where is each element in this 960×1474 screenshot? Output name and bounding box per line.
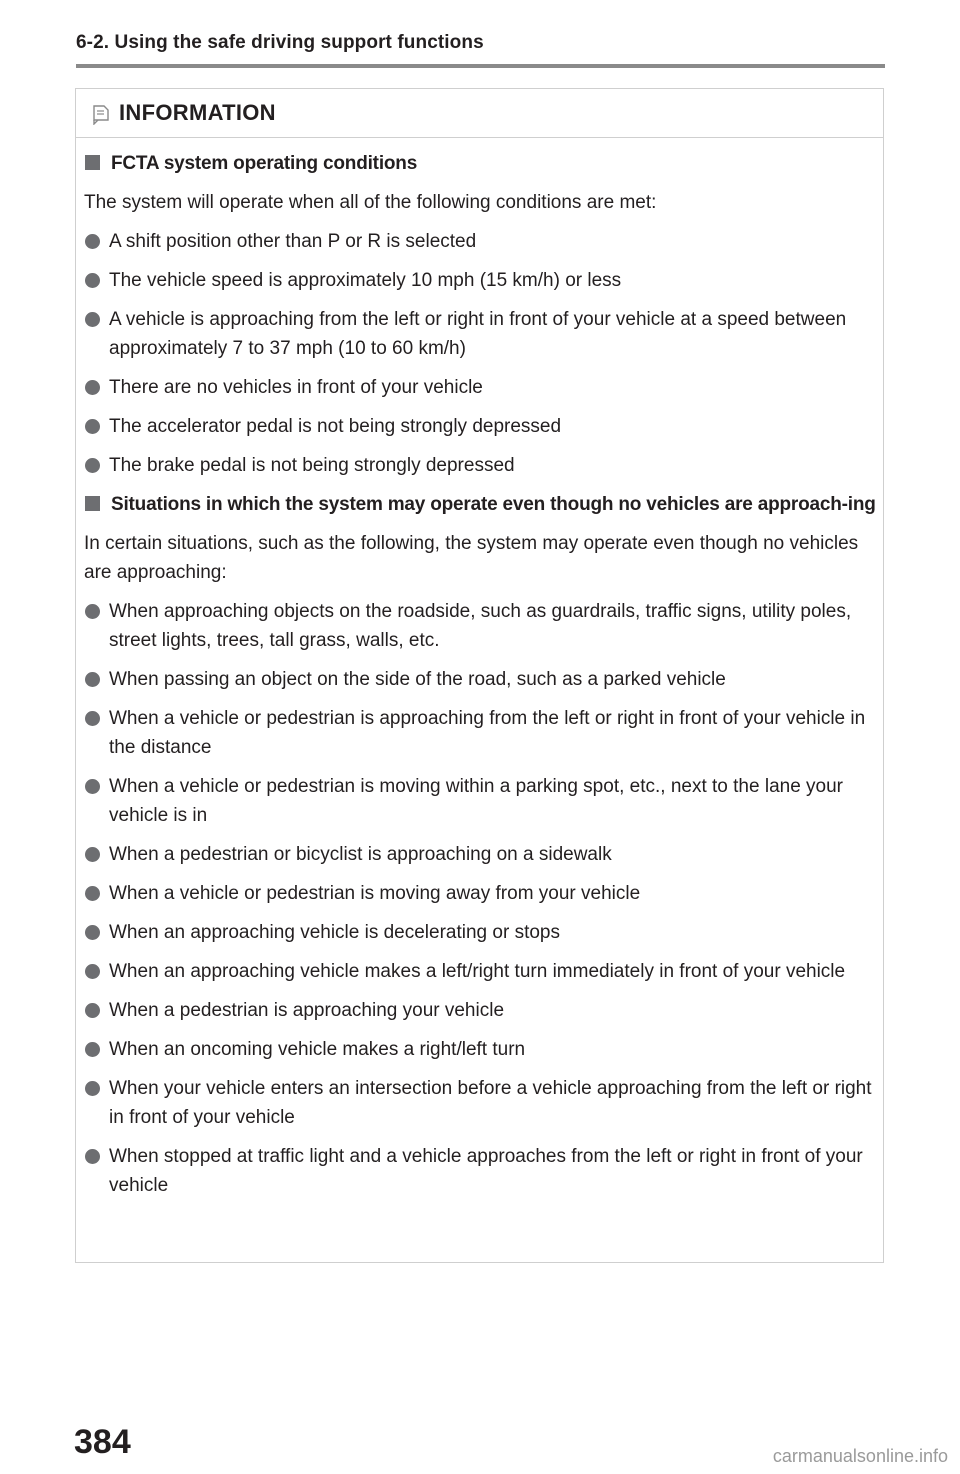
bullet-icon [85,1003,100,1018]
information-content [84,149,879,1200]
square-bullet-icon [85,155,100,170]
bullet-icon [85,964,100,979]
running-header [76,28,885,58]
list-item: When an oncoming vehicle makes a right/left turn [84,1035,879,1064]
list-item: When a vehicle or pedestrian is moving within a parking spot, etc., next to the lane your vehicle is in [84,772,879,830]
list-item: When a pedestrian is approaching your vehicle [84,996,879,1025]
square-bullet-icon [85,496,100,511]
header-divider [76,64,885,68]
section-intro: In certain situations, such as the following, the system may operate even though no vehicles are approaching: [84,533,859,583]
list-item: When a vehicle or pedestrian is approaching from the left or right in front of your vehicle in the distance [84,704,879,762]
bullet-icon [85,779,100,794]
section-title: 6-2. Using the safe driving support functions [76,32,484,53]
note-icon [92,105,110,125]
list-item: The brake pedal is not being strongly depressed [84,451,879,480]
section-heading-operating-conditions: FCTA system operating conditions [84,149,879,178]
list-item: When an approaching vehicle is decelerating or stops [84,918,879,947]
list-item: A shift position other than P or R is selected [84,227,879,256]
bullet-icon [85,886,100,901]
bullet-icon [85,925,100,940]
list-item: When stopped at traffic light and a vehicle approaches from the left or right in front of your vehicle [84,1142,879,1200]
list-item: There are no vehicles in front of your vehicle [84,373,879,402]
bullet-icon [85,273,100,288]
list-item: When a pedestrian or bicyclist is approaching on a sidewalk [84,840,879,869]
list-item: When passing an object on the side of the road, such as a parked vehicle [84,665,879,694]
bullet-icon [85,711,100,726]
bullet-icon [85,312,100,327]
list-item: When your vehicle enters an intersection before a vehicle approaching from the left or right in front of your vehicle [84,1074,879,1132]
list-item: The accelerator pedal is not being strongly depressed [84,412,879,441]
condition-list [84,227,879,480]
bullet-icon [85,1149,100,1164]
information-title: INFORMATION [119,100,276,125]
bullet-icon [85,380,100,395]
bullet-icon [85,1081,100,1096]
page-number: 384 [74,1423,131,1461]
bullet-icon [85,847,100,862]
list-item: When approaching objects on the roadside, such as guardrails, traffic signs, utility poles, street lights, trees, tall grass, walls, etc. [84,597,879,655]
list-item: The vehicle speed is approximately 10 mph (15 km/h) or less [84,266,879,295]
bullet-icon [85,234,100,249]
watermark: carmanualsonline.info [772,1446,948,1466]
section-intro: The system will operate when all of the following conditions are met: [84,192,657,213]
bullet-icon [85,672,100,687]
bullet-icon [85,604,100,619]
list-item: When a vehicle or pedestrian is moving away from your vehicle [84,879,879,908]
bullet-icon [85,419,100,434]
bullet-icon [85,1042,100,1057]
situation-list [84,597,879,1200]
list-item: A vehicle is approaching from the left or right in front of your vehicle at a speed between approximately 7 to 37 mph (10 to 60 km/h) [84,305,879,363]
section-heading-false-operation: Situations in which the system may operate even though no vehicles are approach-ing [84,490,879,519]
list-item: When an approaching vehicle makes a left/right turn immediately in front of your vehicle [84,957,879,986]
bullet-icon [85,458,100,473]
information-box [75,88,884,1263]
information-header [76,89,883,138]
